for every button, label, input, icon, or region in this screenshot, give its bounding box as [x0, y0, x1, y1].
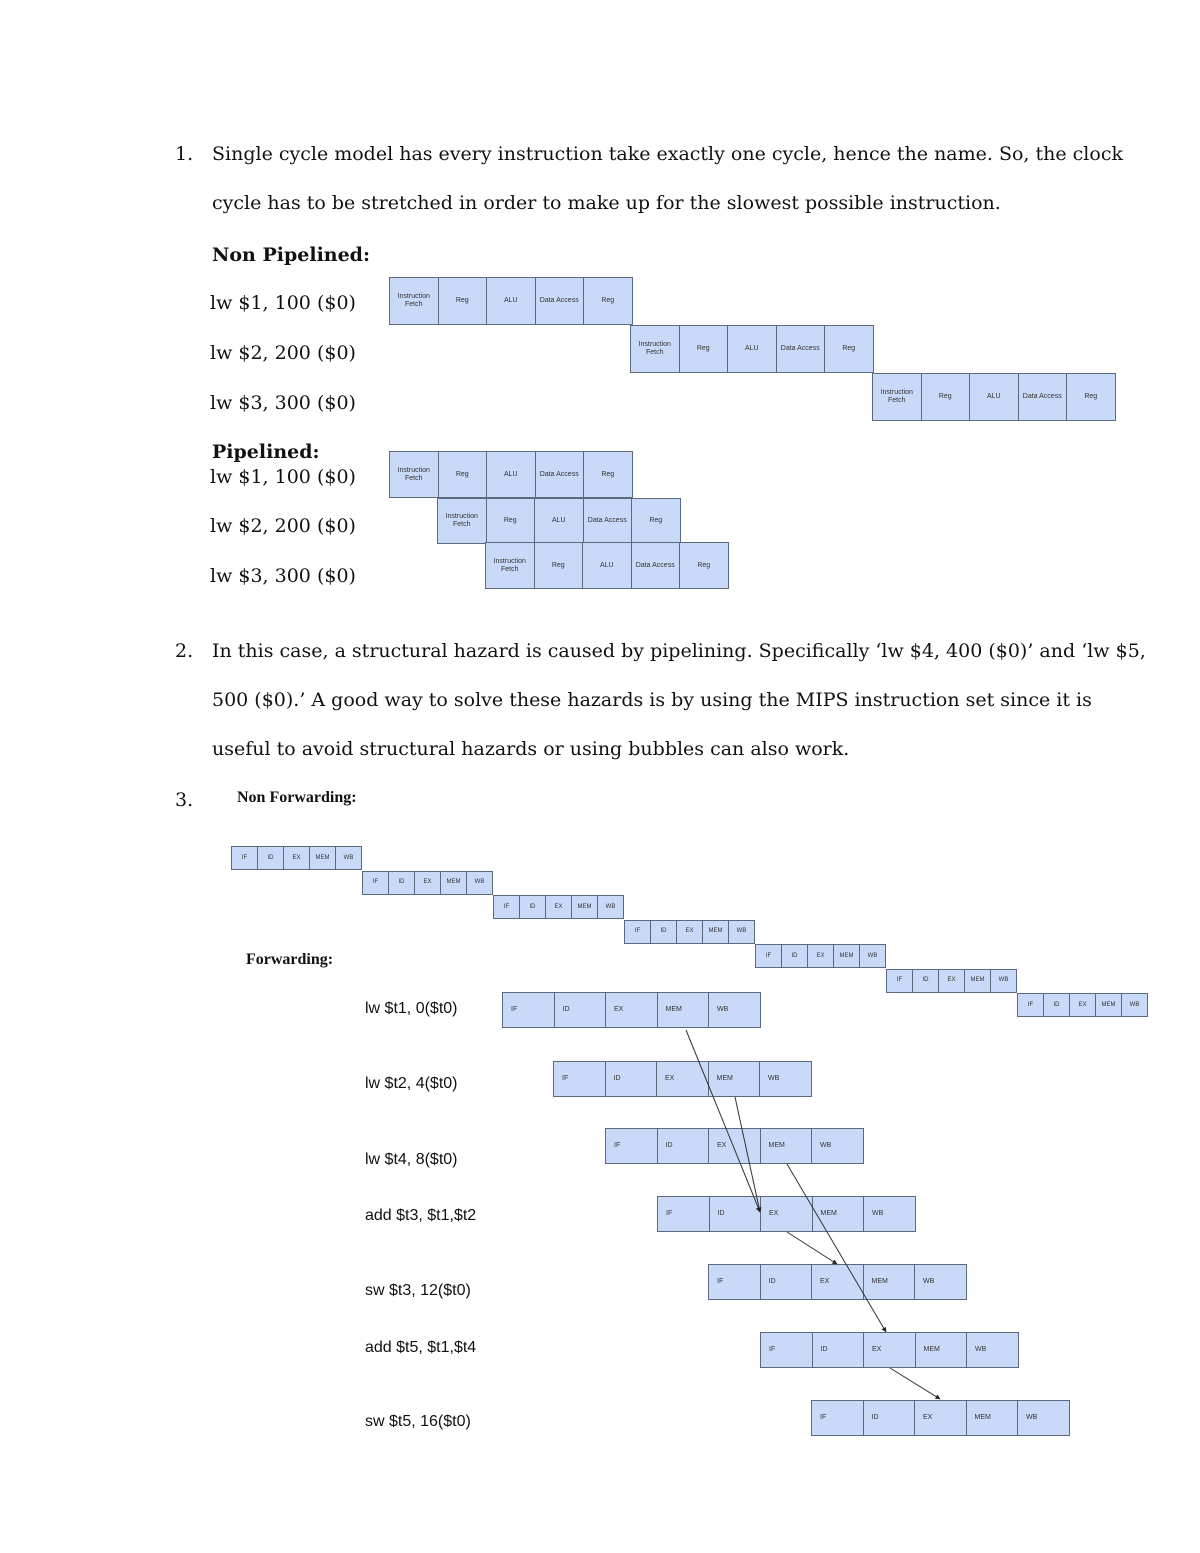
np-row-2-stage-4: Data Access: [776, 325, 826, 373]
q2-line1: In this case, a structural hazard is caused by pipelining. Specifically ‘lw $4, 400 ($0)’ and ‘lw $5,: [212, 640, 1146, 662]
fw-row-7-stage-1: IF: [811, 1400, 864, 1436]
nf-row-7-stage-4: MEM: [1095, 993, 1122, 1017]
fw-row-2-stage-5: WB: [759, 1061, 812, 1097]
nf-row-4-stage-2: ID: [650, 920, 677, 944]
np-row-2-stage-3: ALU: [727, 325, 777, 373]
fw-row-2-stage-3: EX: [656, 1061, 709, 1097]
forward-arrow-t1-to-add: [686, 1030, 760, 1212]
nf-row-6-stage-2: ID: [912, 969, 939, 993]
nf-row-1-stage-4: MEM: [309, 846, 336, 870]
fw-row-2-stage-1: IF: [553, 1061, 606, 1097]
nf-row-5-stage-5: WB: [859, 944, 886, 968]
np-row-1-stage-1: Instruction Fetch: [389, 277, 439, 325]
np-row-2-stage-2: Reg: [679, 325, 729, 373]
p-row-2-stage-3: ALU: [534, 498, 584, 544]
fw-row-6-stage-3: EX: [863, 1332, 916, 1368]
p-row-1-stage-4: Data Access: [535, 451, 585, 498]
np-instr-1: lw $1, 100 ($0): [210, 292, 356, 314]
p-row-3-stage-4: Data Access: [631, 542, 681, 589]
nf-row-3-stage-2: ID: [519, 895, 546, 919]
nf-row-6-stage-1: IF: [886, 969, 913, 993]
forward-arrow-t4-to-add: [787, 1164, 886, 1332]
fw-instr-7: sw $t5, 16($t0): [365, 1413, 471, 1430]
fw-row-6-stage-2: ID: [812, 1332, 865, 1368]
np-row-1-stage-5: Reg: [583, 277, 633, 325]
fw-row-5-stage-1: IF: [708, 1264, 761, 1300]
nf-row-4-stage-5: WB: [728, 920, 755, 944]
nf-row-6-stage-5: WB: [990, 969, 1017, 993]
fw-row-6-stage-4: MEM: [915, 1332, 968, 1368]
pipelined-heading: Pipelined:: [212, 441, 320, 463]
fw-row-1-stage-5: WB: [708, 992, 761, 1028]
q2-line3: useful to avoid structural hazards or using bubbles can also work.: [212, 738, 850, 760]
q1-line1: Single cycle model has every instruction take exactly one cycle, hence the name. So, the clock: [212, 143, 1123, 165]
nf-row-7-stage-2: ID: [1043, 993, 1070, 1017]
fw-row-1-stage-3: EX: [605, 992, 658, 1028]
nf-row-5-stage-1: IF: [755, 944, 782, 968]
np-row-1-stage-4: Data Access: [535, 277, 585, 325]
q1-line2: cycle has to be stretched in order to make up for the slowest possible instruction.: [212, 192, 1001, 214]
fw-row-4-stage-4: MEM: [812, 1196, 865, 1232]
fw-instr-2: lw $t2, 4($t0): [365, 1075, 458, 1092]
nf-row-5-stage-4: MEM: [833, 944, 860, 968]
fw-row-6-stage-1: IF: [760, 1332, 813, 1368]
fw-instr-1: lw $t1, 0($t0): [365, 1000, 458, 1017]
fw-row-4-stage-5: WB: [863, 1196, 916, 1232]
nf-row-2-stage-5: WB: [466, 871, 493, 895]
fw-row-7-stage-4: MEM: [966, 1400, 1019, 1436]
nf-row-1-stage-1: IF: [231, 846, 258, 870]
fw-row-5-stage-3: EX: [811, 1264, 864, 1300]
fw-row-3-stage-3: EX: [708, 1128, 761, 1164]
fw-row-3-stage-5: WB: [811, 1128, 864, 1164]
fw-instr-5: sw $t3, 12($t0): [365, 1282, 471, 1299]
np-row-3-stage-2: Reg: [921, 373, 971, 421]
fw-row-4-stage-2: ID: [709, 1196, 762, 1232]
np-row-2-stage-1: Instruction Fetch: [630, 325, 680, 373]
np-instr-2: lw $2, 200 ($0): [210, 342, 356, 364]
p-instr-2: lw $2, 200 ($0): [210, 515, 356, 537]
fw-row-7-stage-2: ID: [863, 1400, 916, 1436]
p-row-2-stage-1: Instruction Fetch: [437, 498, 487, 544]
p-row-2-stage-2: Reg: [486, 498, 536, 544]
fw-row-1-stage-1: IF: [502, 992, 555, 1028]
p-row-1-stage-1: Instruction Fetch: [389, 451, 439, 498]
q2-number: 2.: [175, 640, 194, 662]
p-row-2-stage-4: Data Access: [583, 498, 633, 544]
nf-row-5-stage-3: EX: [807, 944, 834, 968]
forwarding-heading: Forwarding:: [246, 951, 334, 968]
nf-row-1-stage-5: WB: [335, 846, 362, 870]
fw-row-7-stage-3: EX: [914, 1400, 967, 1436]
nf-row-2-stage-3: EX: [414, 871, 441, 895]
fw-row-5-stage-5: WB: [914, 1264, 967, 1300]
nf-row-4-stage-3: EX: [676, 920, 703, 944]
np-row-3-stage-1: Instruction Fetch: [872, 373, 922, 421]
nf-row-4-stage-4: MEM: [702, 920, 729, 944]
p-row-1-stage-2: Reg: [438, 451, 488, 498]
nf-row-3-stage-5: WB: [597, 895, 624, 919]
fw-row-2-stage-4: MEM: [708, 1061, 761, 1097]
fw-instr-3: lw $t4, 8($t0): [365, 1151, 458, 1168]
p-row-3-stage-1: Instruction Fetch: [485, 542, 535, 589]
fw-row-2-stage-2: ID: [605, 1061, 658, 1097]
p-row-3-stage-3: ALU: [582, 542, 632, 589]
nf-row-5-stage-2: ID: [781, 944, 808, 968]
p-row-2-stage-5: Reg: [631, 498, 681, 544]
fw-instr-6: add $t5, $t1,$t4: [365, 1339, 477, 1356]
fw-row-6-stage-5: WB: [966, 1332, 1019, 1368]
nf-row-2-stage-1: IF: [362, 871, 389, 895]
nf-row-2-stage-4: MEM: [440, 871, 467, 895]
nf-row-1-stage-2: ID: [257, 846, 284, 870]
fw-row-1-stage-2: ID: [554, 992, 607, 1028]
p-instr-3: lw $3, 300 ($0): [210, 565, 356, 587]
np-row-3-stage-5: Reg: [1066, 373, 1116, 421]
nf-row-3-stage-1: IF: [493, 895, 520, 919]
forward-arrow-t5-to-sw: [890, 1368, 940, 1399]
fw-instr-4: add $t3, $t1,$t2: [365, 1207, 477, 1224]
p-row-3-stage-5: Reg: [679, 542, 729, 589]
q2-line2: 500 ($0).’ A good way to solve these hazards is by using the MIPS instruction set since it is: [212, 689, 1092, 711]
fw-row-4-stage-1: IF: [657, 1196, 710, 1232]
fw-row-5-stage-2: ID: [760, 1264, 813, 1300]
fw-row-4-stage-3: EX: [760, 1196, 813, 1232]
p-instr-1: lw $1, 100 ($0): [210, 466, 356, 488]
non-pipelined-heading: Non Pipelined:: [212, 244, 370, 266]
fw-row-5-stage-4: MEM: [863, 1264, 916, 1300]
nf-row-3-stage-4: MEM: [571, 895, 598, 919]
np-row-3-stage-4: Data Access: [1018, 373, 1068, 421]
nf-row-4-stage-1: IF: [624, 920, 651, 944]
p-row-3-stage-2: Reg: [534, 542, 584, 589]
fw-row-1-stage-4: MEM: [657, 992, 710, 1028]
np-instr-3: lw $3, 300 ($0): [210, 392, 356, 414]
q3-number: 3.: [175, 789, 194, 811]
non-forwarding-heading: Non Forwarding:: [237, 789, 357, 806]
fw-row-3-stage-4: MEM: [760, 1128, 813, 1164]
np-row-3-stage-3: ALU: [969, 373, 1019, 421]
fw-row-3-stage-1: IF: [605, 1128, 658, 1164]
nf-row-3-stage-3: EX: [545, 895, 572, 919]
np-row-1-stage-2: Reg: [438, 277, 488, 325]
nf-row-6-stage-4: MEM: [964, 969, 991, 993]
q1-number: 1.: [175, 143, 194, 165]
nf-row-2-stage-2: ID: [388, 871, 415, 895]
nf-row-7-stage-1: IF: [1017, 993, 1044, 1017]
p-row-1-stage-3: ALU: [486, 451, 536, 498]
np-row-1-stage-3: ALU: [486, 277, 536, 325]
forward-arrow-t2-to-add: [735, 1097, 760, 1212]
nf-row-6-stage-3: EX: [938, 969, 965, 993]
fw-row-7-stage-5: WB: [1017, 1400, 1070, 1436]
nf-row-7-stage-3: EX: [1069, 993, 1096, 1017]
p-row-1-stage-5: Reg: [583, 451, 633, 498]
np-row-2-stage-5: Reg: [824, 325, 874, 373]
fw-row-3-stage-2: ID: [657, 1128, 710, 1164]
nf-row-1-stage-3: EX: [283, 846, 310, 870]
nf-row-7-stage-5: WB: [1121, 993, 1148, 1017]
